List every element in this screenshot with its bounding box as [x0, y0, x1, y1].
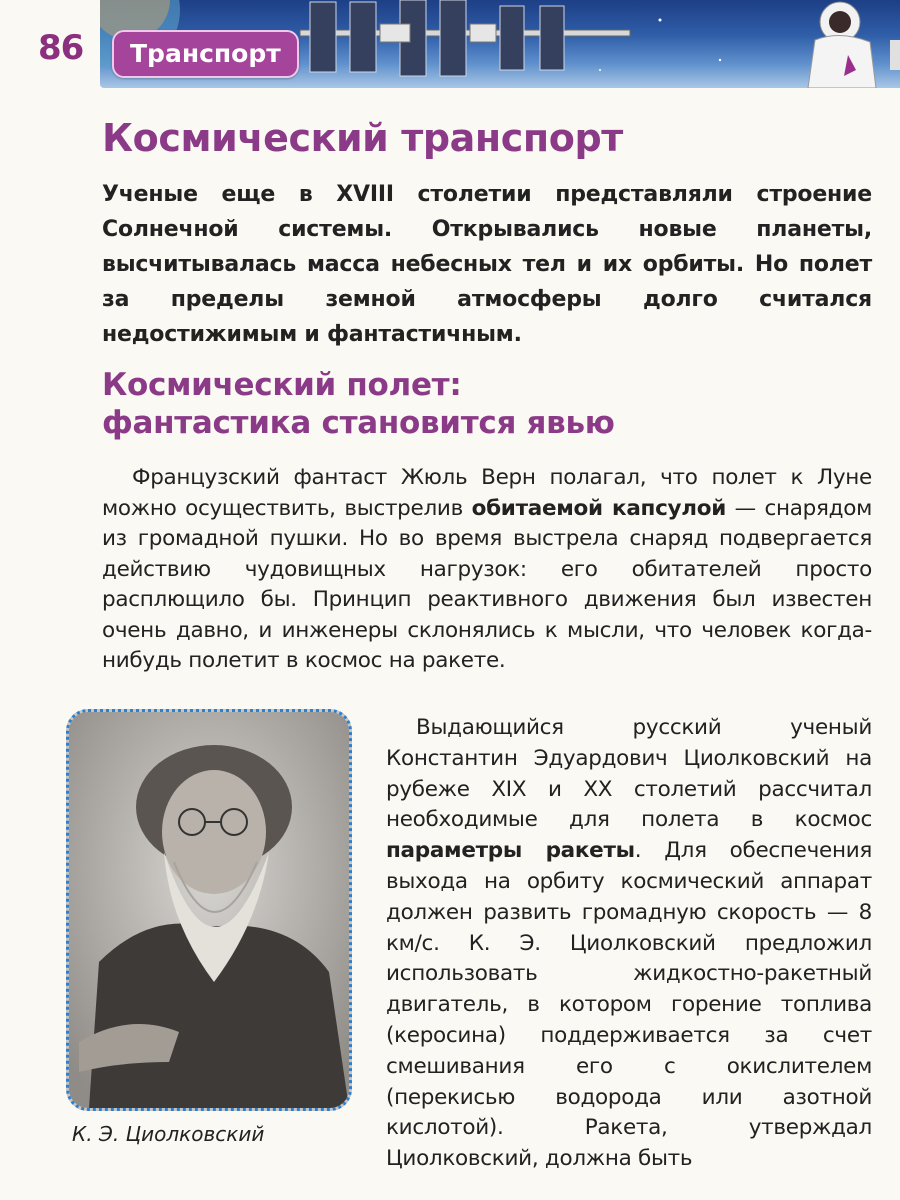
section-heading-line1: Космический полет:	[102, 367, 462, 403]
section-heading	[102, 366, 615, 442]
term-inhabited-capsule: обитаемой капсулой	[471, 495, 726, 521]
paragraph-1-text-a: Французский фантаст Жюль Верн полагал, что полет к Луне можно осуществить, выстрелив	[102, 465, 872, 521]
term-rocket-parameters: параметры ракеты	[386, 838, 635, 864]
paragraph-2-text-b: . Для обеспечения выхода на орбиту космический аппарат должен развить громадную скорость — 8 км/с. К. Э. Циолковский предложил использовать жидкостно-ракетный двигатель, в котором горение топлива (керосина) поддерживается за счет смешивания его с окислителем (перекисью водорода или азотной кислотой). Ракета, утверждал Циолковский, должна быть	[386, 838, 873, 1172]
paragraph-1-text-b: — снарядом из громадной пушки. Но во время выстрела снаряд подвергается действию чудовищных нагрузок: его обитателей просто расплющило бы. Принцип реактивного движения был известен очень давно, и инженеры склонялись к мысли, что человек когда-нибудь полетит в космос на ракете.	[102, 495, 872, 673]
section-heading-line2: фантастика становится явью	[102, 405, 615, 441]
photo-caption: К. Э. Циолковский	[72, 1122, 265, 1146]
body-paragraph-1	[102, 463, 872, 677]
page-number: 86	[38, 28, 84, 68]
paragraph-2-text-a: Выдающийся русский ученый Константин Эдуардович Циолковский на рубеже XIX и XX столетий рассчитал необходимые для полета в космос	[386, 715, 872, 833]
page-title: Космический транспорт	[102, 116, 623, 160]
section-tab: Транспорт	[112, 30, 299, 78]
portrait-icon	[69, 712, 349, 1108]
portrait-photo	[66, 709, 352, 1111]
body-paragraph-2	[386, 713, 872, 1175]
lead-paragraph: Ученые еще в XVIII столетии представляли строение Солнечной системы. Открывались новые планеты, высчитывалась масса небесных тел и их орбиты. Но полет за пределы земной атмосферы долго считался недостижимым и фантастичным.	[102, 182, 872, 347]
